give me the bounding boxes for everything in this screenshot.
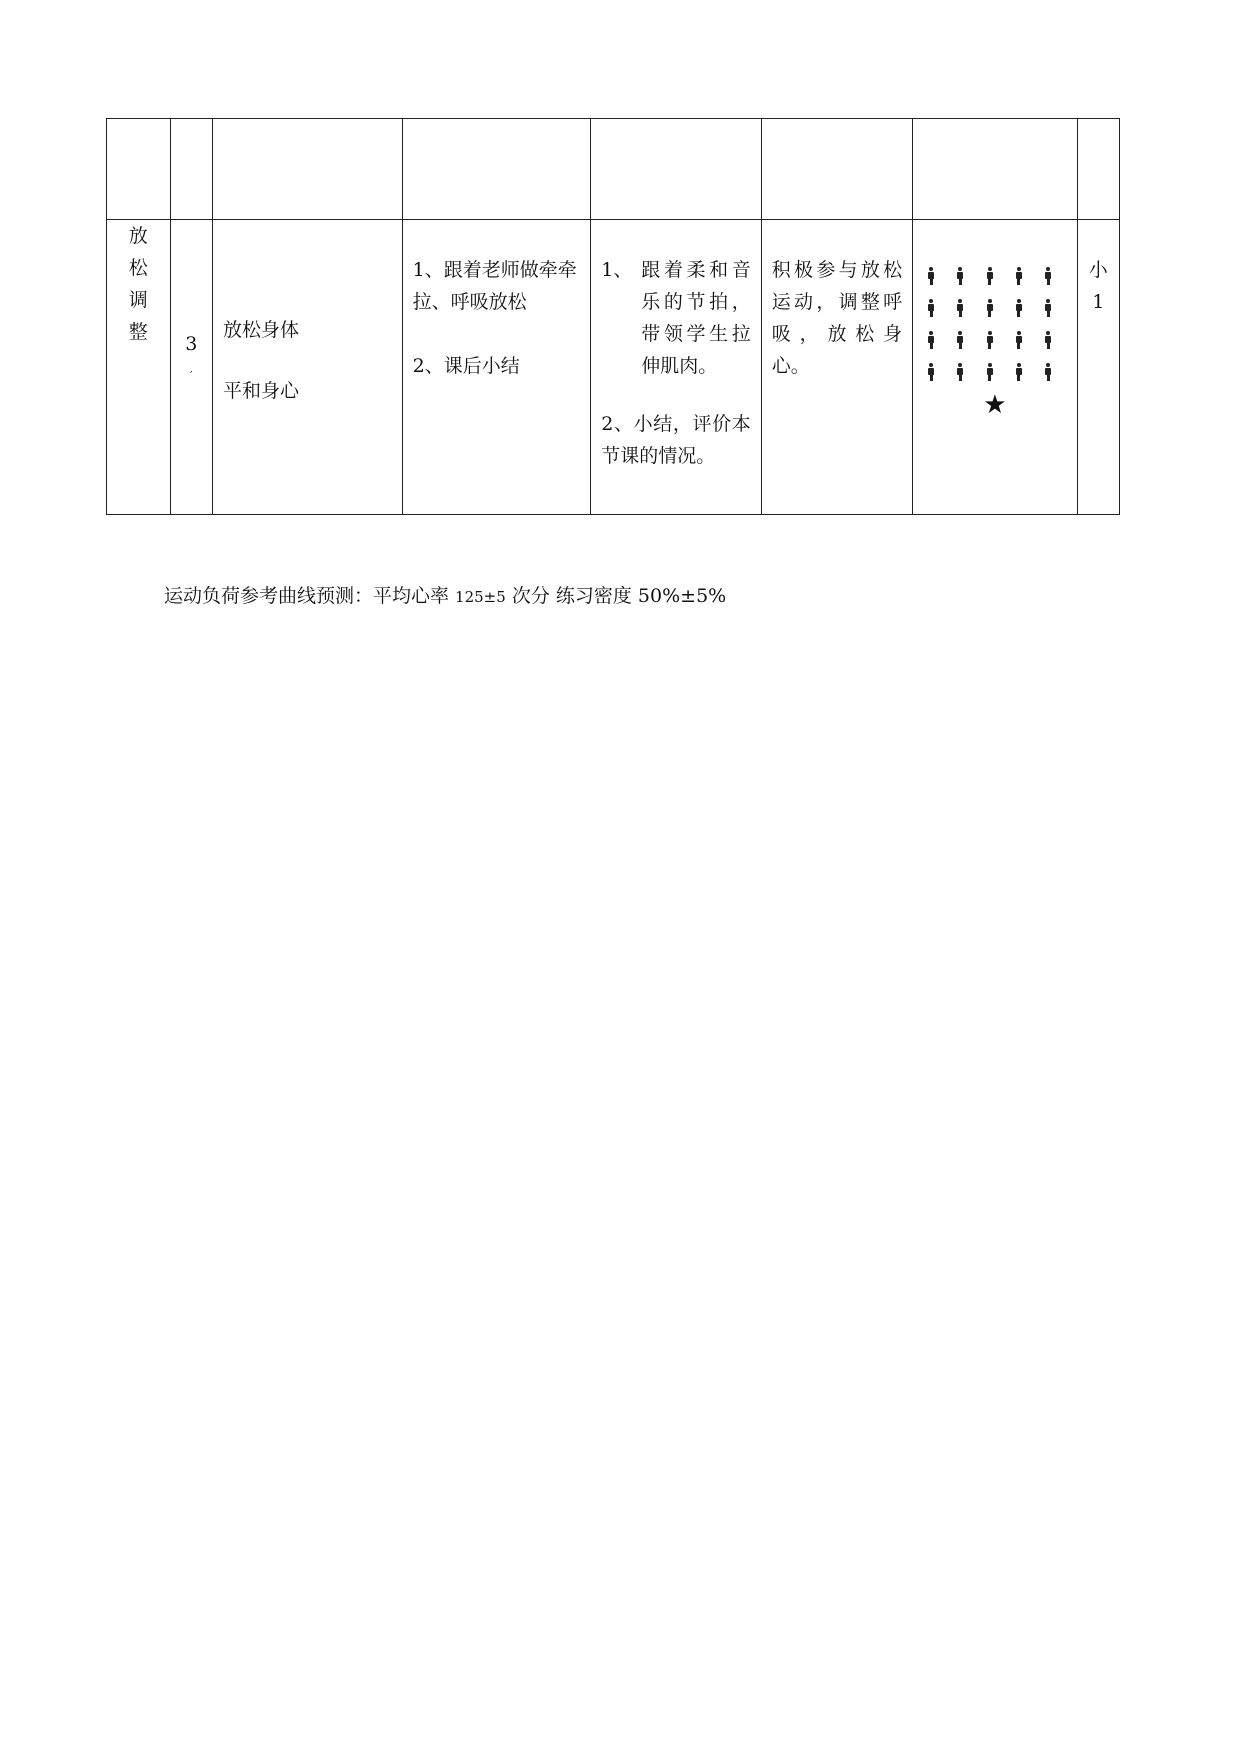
blank-cell	[761, 119, 912, 220]
load-level: 小	[1088, 259, 1108, 281]
student-activity-text: 积极参与放松运动，调整呼吸，放松身心。	[771, 259, 903, 377]
blank-cell	[1077, 119, 1119, 220]
time-value: 3	[185, 333, 198, 355]
person-icon	[1015, 299, 1023, 317]
heart-rate-value: 125±5	[455, 588, 506, 606]
goal-item: 放松身体	[222, 319, 299, 341]
method-item-index: 1、	[601, 259, 633, 281]
load-value: 1	[1092, 291, 1105, 313]
lesson-plan-table	[106, 118, 1120, 515]
load-cell	[1077, 220, 1119, 515]
person-icon	[986, 299, 994, 317]
person-icon	[927, 363, 935, 381]
formation-cell	[913, 220, 1077, 515]
person-icon	[986, 363, 994, 381]
person-icon	[956, 331, 964, 349]
formation-row	[927, 260, 1052, 292]
time-unit: ′	[190, 369, 193, 382]
goals-cell	[212, 220, 402, 515]
blank-cell	[591, 119, 762, 220]
person-icon	[927, 331, 935, 349]
teacher-star-icon: ★	[983, 390, 1007, 420]
person-icon	[927, 299, 935, 317]
load-note-label: 运动负荷参考曲线预测：平均心率	[164, 585, 456, 607]
person-icon	[1044, 299, 1052, 317]
phase-char: 整	[128, 321, 148, 343]
method-item-text: 跟着柔和音乐的节拍，带领学生拉伸肌肉。	[641, 259, 751, 377]
formation-grid	[927, 260, 1052, 388]
person-icon	[1044, 363, 1052, 381]
method-item	[601, 254, 751, 382]
load-note-mid: 次分 练习密度	[505, 585, 638, 607]
phase-char: 松	[128, 257, 148, 279]
phase-char: 调	[128, 289, 148, 311]
relaxation-row	[107, 220, 1120, 515]
person-icon	[986, 331, 994, 349]
teacher-activity-item: 1、跟着老师做牵牵拉、呼吸放松	[412, 259, 577, 313]
student-activity-cell	[761, 220, 912, 515]
method-item: 2、小结，评价本节课的情况。	[601, 413, 751, 467]
blank-cell	[170, 119, 212, 220]
blank-cell	[212, 119, 402, 220]
blank-row	[107, 119, 1120, 220]
person-icon	[956, 363, 964, 381]
blank-cell	[913, 119, 1077, 220]
exercise-load-note	[164, 581, 726, 612]
goal-item: 平和身心	[222, 380, 299, 402]
blank-cell	[107, 119, 171, 220]
phase-cell	[107, 220, 171, 515]
density-value: 50%±5%	[637, 585, 727, 607]
teacher-activity-cell	[402, 220, 591, 515]
teacher-activity-item: 2、课后小结	[412, 355, 520, 377]
person-icon	[927, 267, 935, 285]
time-cell	[170, 220, 212, 515]
formation-row	[927, 292, 1052, 324]
person-icon	[956, 267, 964, 285]
person-icon	[956, 299, 964, 317]
person-icon	[1015, 363, 1023, 381]
phase-char: 放	[128, 225, 148, 247]
formation-row	[927, 356, 1052, 388]
formation-row	[927, 324, 1052, 356]
person-icon	[1015, 331, 1023, 349]
person-icon	[1015, 267, 1023, 285]
method-cell	[591, 220, 762, 515]
person-icon	[1044, 331, 1052, 349]
blank-cell	[402, 119, 591, 220]
person-icon	[1044, 267, 1052, 285]
person-icon	[986, 267, 994, 285]
